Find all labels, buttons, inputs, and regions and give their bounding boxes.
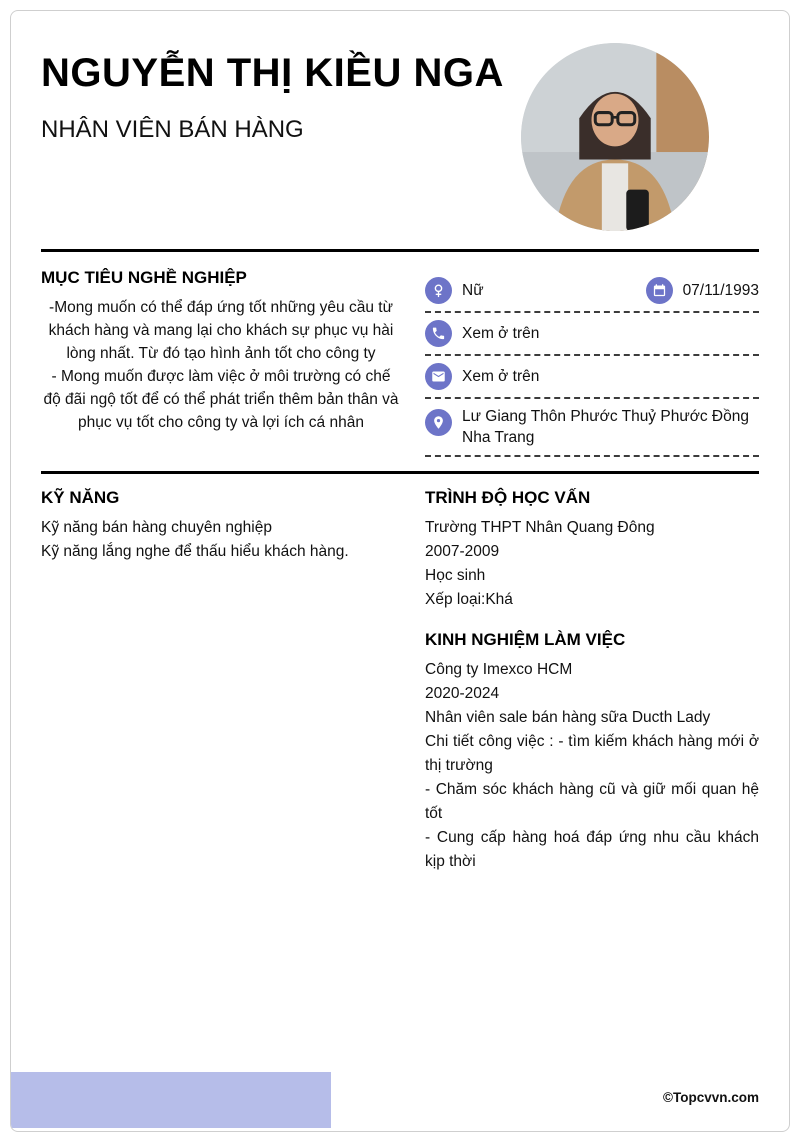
education-section [425, 488, 759, 612]
experience-line: - Chăm sóc khách hàng cũ và giữ mối quan hệ tốt [425, 781, 759, 822]
contact-birthday [646, 277, 759, 304]
education-line: Xếp loại:Khá [425, 591, 513, 608]
profile-photo-placeholder [521, 43, 709, 231]
header-text [41, 41, 511, 144]
experience-heading: KINH NGHIỆM LÀM VIỆC [425, 630, 626, 649]
gender-icon [425, 277, 452, 304]
experience-line: Công ty Imexco HCM [425, 661, 573, 678]
top-section [11, 252, 789, 457]
calendar-icon [646, 277, 673, 304]
objective-section [41, 268, 401, 457]
birthday-value: 07/11/1993 [682, 282, 759, 299]
phone-icon [425, 320, 452, 347]
address-value: Lư Giang Thôn Phước Thuỷ Phước Đồng Nha Trang [462, 408, 749, 446]
experience-line: Chi tiết công việc : - tìm kiếm khách hàng mới ở thị trường [425, 733, 759, 774]
bottom-section [11, 474, 789, 874]
email-icon [425, 363, 452, 390]
education-line: Trường THPT Nhân Quang Đông [425, 519, 655, 536]
job-title: NHÂN VIÊN BÁN HÀNG [41, 115, 304, 143]
education-heading: TRÌNH ĐỘ HỌC VẤN [425, 488, 591, 507]
objective-heading: MỤC TIÊU NGHỀ NGHIỆP [41, 268, 247, 287]
cv-page [10, 10, 790, 1132]
contact-row-address [425, 399, 759, 457]
email-value: Xem ở trên [462, 368, 540, 385]
contact-row-phone [425, 313, 759, 356]
footer-accent-bar [11, 1072, 331, 1128]
contact-row-email [425, 356, 759, 399]
contact-gender [425, 277, 484, 304]
candidate-name: NGUYỄN THỊ KIỀU NGA [41, 51, 504, 95]
education-line: 2007-2009 [425, 543, 500, 560]
experience-section [425, 630, 759, 874]
phone-value: Xem ở trên [462, 325, 540, 342]
objective-text-2: - Mong muốn được làm việc ở môi trường có chế độ đãi ngộ tốt để có thể phát triển thêm bản thân và phục vụ tốt cho công ty và lợi ích cá nhân [43, 368, 399, 431]
experience-line: 2020-2024 [425, 685, 500, 702]
contact-section [425, 268, 759, 457]
profile-photo [521, 43, 709, 231]
education-line: Học sinh [425, 567, 486, 584]
skills-heading: KỸ NĂNG [41, 488, 120, 507]
contact-row-gender-birthday [425, 270, 759, 313]
skills-section [41, 488, 401, 874]
header [11, 11, 789, 231]
skill-item: Kỹ năng lắng nghe để thấu hiểu khách hàng. [41, 543, 349, 560]
location-pin-icon [425, 409, 452, 436]
skill-item: Kỹ năng bán hàng chuyên nghiệp [41, 519, 272, 536]
gender-value: Nữ [462, 282, 484, 299]
objective-text-1: -Mong muốn có thể đáp ứng tốt những yêu cầu từ khách hàng và mang lại cho khách sự phục vụ hài lòng nhất. Từ đó tạo hình ảnh tốt cho công ty [48, 299, 394, 362]
experience-line: - Cung cấp hàng hoá đáp ứng nhu cầu khách kịp thời [425, 829, 759, 870]
education-experience-column [425, 488, 759, 874]
site-credit: ©Topcvvn.com [663, 1090, 759, 1105]
experience-line: Nhân viên sale bán hàng sữa Ducth Lady [425, 709, 711, 726]
